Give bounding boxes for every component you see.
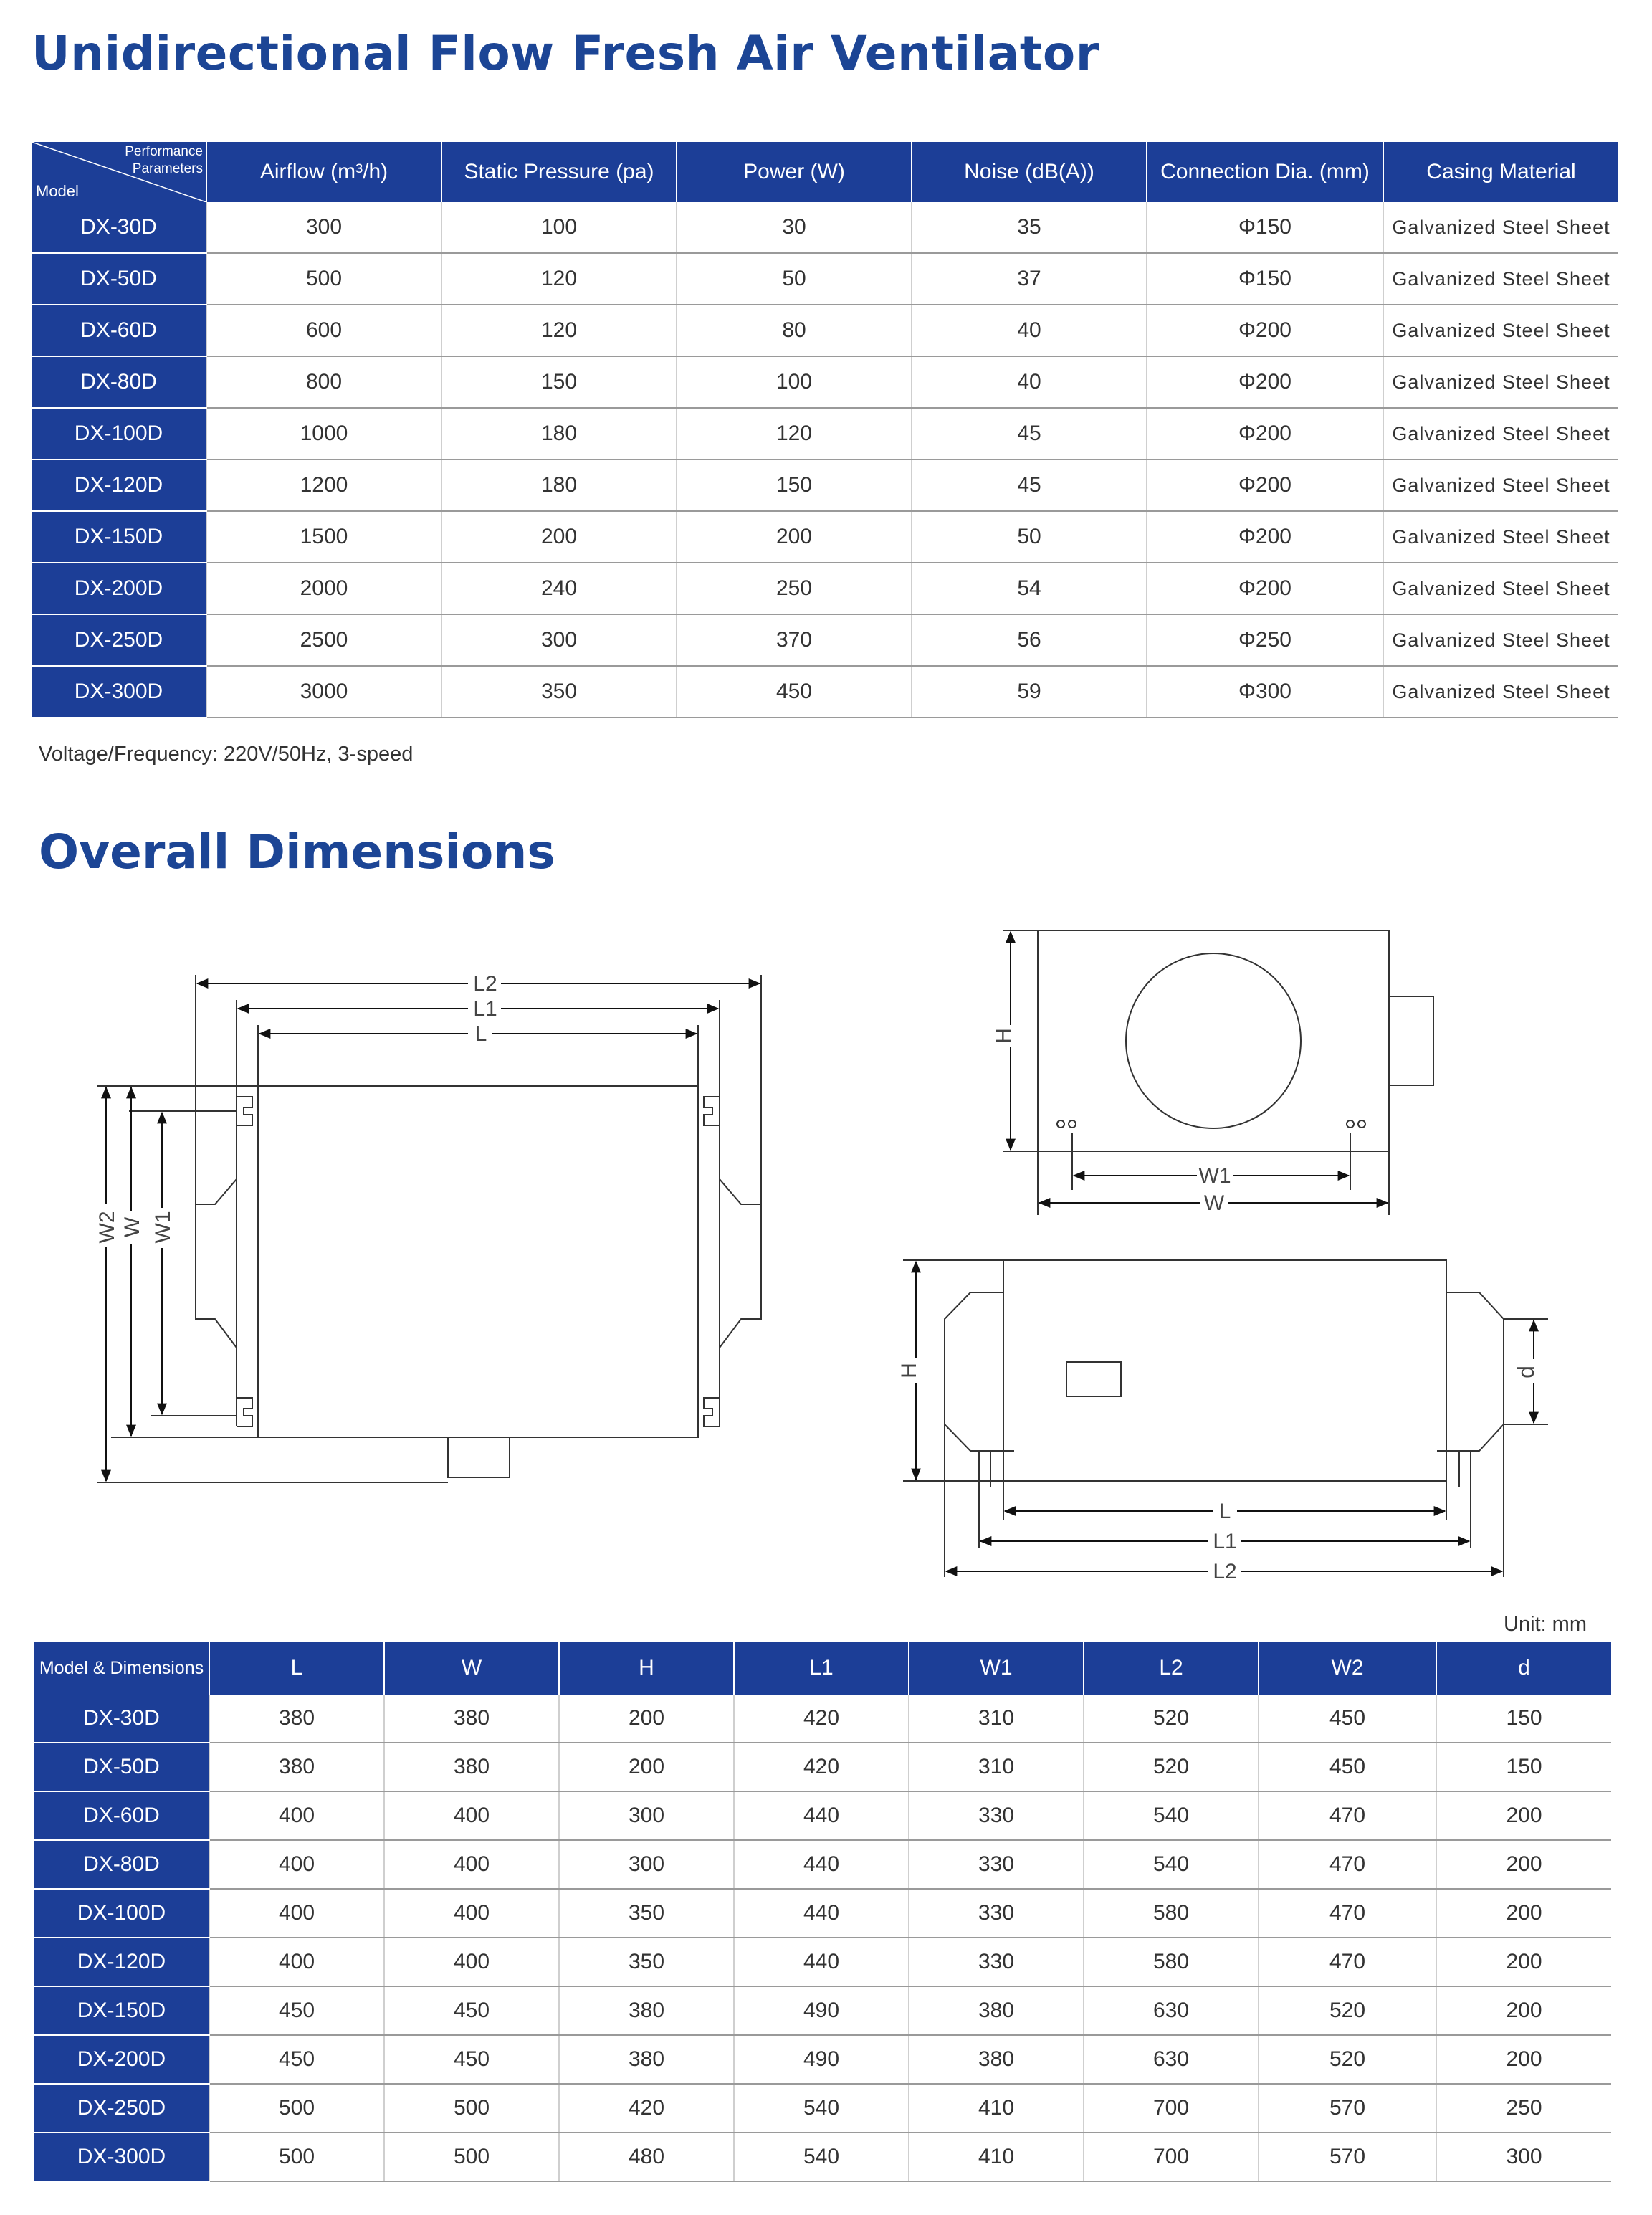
value-cell: 630	[1084, 1986, 1259, 2035]
value-cell: 410	[909, 2133, 1084, 2181]
value-cell: Galvanized Steel Sheet	[1383, 511, 1618, 563]
value-cell: 440	[734, 1840, 909, 1889]
value-cell: 120	[677, 408, 912, 459]
spec-header-airflow: Airflow (m³/h)	[206, 142, 441, 202]
dims-header-l: L	[209, 1642, 384, 1695]
value-cell: 59	[912, 666, 1147, 718]
value-cell: 100	[441, 202, 677, 253]
value-cell: Galvanized Steel Sheet	[1383, 305, 1618, 356]
value-cell: 120	[441, 253, 677, 305]
page-title: Unidirectional Flow Fresh Air Ventilator	[32, 26, 1099, 81]
value-cell: Φ200	[1147, 408, 1383, 459]
value-cell: 540	[1084, 1840, 1259, 1889]
dims-header-row	[34, 1642, 1611, 1695]
value-cell: 30	[677, 202, 912, 253]
value-cell: 630	[1084, 2035, 1259, 2084]
value-cell: 300	[559, 1840, 734, 1889]
value-cell: 400	[384, 1791, 559, 1840]
value-cell: 470	[1259, 1889, 1436, 1938]
label-l1-side-view: L1	[1213, 1530, 1237, 1553]
model-cell: DX-150D	[34, 1986, 209, 2035]
dims-table-row	[34, 1840, 1611, 1889]
value-cell: 330	[909, 1889, 1084, 1938]
model-cell: DX-200D	[34, 2035, 209, 2084]
value-cell: Φ200	[1147, 356, 1383, 408]
value-cell: 520	[1084, 1743, 1259, 1791]
value-cell: 490	[734, 2035, 909, 2084]
model-cell: DX-60D	[34, 1791, 209, 1840]
value-cell: 380	[209, 1695, 384, 1743]
value-cell: 45	[912, 408, 1147, 459]
model-cell: DX-80D	[32, 356, 206, 408]
model-cell: DX-120D	[34, 1938, 209, 1986]
value-cell: 150	[441, 356, 677, 408]
value-cell: 380	[559, 2035, 734, 2084]
model-cell: DX-30D	[32, 202, 206, 253]
corner-label-performance: Performance	[125, 144, 203, 159]
value-cell: 45	[912, 459, 1147, 511]
value-cell: 540	[734, 2133, 909, 2181]
label-w2-top-view: W2	[95, 1211, 119, 1244]
value-cell: 500	[209, 2084, 384, 2133]
value-cell: 2500	[206, 614, 441, 666]
value-cell: Φ200	[1147, 459, 1383, 511]
value-cell: 400	[209, 1840, 384, 1889]
value-cell: 50	[912, 511, 1147, 563]
value-cell: 420	[734, 1743, 909, 1791]
dims-header-w: W	[384, 1642, 559, 1695]
value-cell: 400	[209, 1791, 384, 1840]
value-cell: 700	[1084, 2133, 1259, 2181]
model-cell: DX-60D	[32, 305, 206, 356]
value-cell: 420	[559, 2084, 734, 2133]
dims-header-w2: W2	[1259, 1642, 1436, 1695]
value-cell: 50	[677, 253, 912, 305]
value-cell: 54	[912, 563, 1147, 614]
value-cell: 540	[734, 2084, 909, 2133]
label-h-side-view: H	[897, 1363, 921, 1378]
value-cell: 56	[912, 614, 1147, 666]
model-cell: DX-300D	[34, 2133, 209, 2181]
value-cell: Galvanized Steel Sheet	[1383, 253, 1618, 305]
value-cell: 380	[384, 1695, 559, 1743]
model-cell: DX-150D	[32, 511, 206, 563]
value-cell: 3000	[206, 666, 441, 718]
value-cell: 450	[384, 1986, 559, 2035]
value-cell: 380	[384, 1743, 559, 1791]
dims-table-row	[34, 1791, 1611, 1840]
value-cell: 400	[384, 1938, 559, 1986]
value-cell: Φ250	[1147, 614, 1383, 666]
spec-header-noise: Noise (dB(A))	[912, 142, 1147, 202]
label-d-side-view: d	[1513, 1366, 1539, 1378]
value-cell: 580	[1084, 1889, 1259, 1938]
dims-table-row	[34, 1695, 1611, 1743]
model-cell: DX-50D	[32, 253, 206, 305]
value-cell: 440	[734, 1938, 909, 1986]
value-cell: 240	[441, 563, 677, 614]
value-cell: 250	[1436, 2084, 1611, 2133]
value-cell: 570	[1259, 2133, 1436, 2181]
value-cell: 2000	[206, 563, 441, 614]
value-cell: 450	[209, 2035, 384, 2084]
label-w1-top-view: W1	[151, 1211, 175, 1244]
unit-label: Unit: mm	[1504, 1613, 1587, 1636]
value-cell: 1000	[206, 408, 441, 459]
value-cell: 380	[909, 1986, 1084, 2035]
spec-header-casing-material: Casing Material	[1383, 142, 1618, 202]
value-cell: 200	[1436, 1889, 1611, 1938]
value-cell: 470	[1259, 1791, 1436, 1840]
value-cell: 410	[909, 2084, 1084, 2133]
value-cell: 400	[384, 1889, 559, 1938]
value-cell: 400	[209, 1889, 384, 1938]
dims-header-w1: W1	[909, 1642, 1084, 1695]
dims-table-row	[34, 2133, 1611, 2181]
value-cell: 1500	[206, 511, 441, 563]
value-cell: Galvanized Steel Sheet	[1383, 356, 1618, 408]
value-cell: 200	[1436, 1791, 1611, 1840]
spec-header-connection-dia: Connection Dia. (mm)	[1147, 142, 1383, 202]
dims-table-row	[34, 2035, 1611, 2084]
value-cell: 180	[441, 408, 677, 459]
value-cell: 440	[734, 1889, 909, 1938]
value-cell: 480	[559, 2133, 734, 2181]
value-cell: 500	[209, 2133, 384, 2181]
value-cell: 540	[1084, 1791, 1259, 1840]
dims-header-d: d	[1436, 1642, 1611, 1695]
value-cell: 300	[441, 614, 677, 666]
front-view-dimension-lines	[1011, 932, 1388, 1203]
corner-label-parameters: Parameters	[132, 161, 203, 176]
value-cell: 350	[559, 1889, 734, 1938]
value-cell: 500	[384, 2084, 559, 2133]
value-cell: 450	[1259, 1695, 1436, 1743]
value-cell: 800	[206, 356, 441, 408]
value-cell: Φ150	[1147, 253, 1383, 305]
value-cell: 150	[677, 459, 912, 511]
value-cell: 350	[559, 1938, 734, 1986]
value-cell: Galvanized Steel Sheet	[1383, 459, 1618, 511]
model-cell: DX-250D	[34, 2084, 209, 2133]
value-cell: Φ200	[1147, 305, 1383, 356]
label-l2-side-view: L2	[1213, 1560, 1237, 1583]
value-cell: 40	[912, 356, 1147, 408]
value-cell: 600	[206, 305, 441, 356]
label-h-front-view: H	[992, 1028, 1016, 1044]
value-cell: 450	[209, 1986, 384, 2035]
value-cell: 470	[1259, 1938, 1436, 1986]
value-cell: 40	[912, 305, 1147, 356]
value-cell: 520	[1084, 1695, 1259, 1743]
model-cell: DX-80D	[34, 1840, 209, 1889]
value-cell: 80	[677, 305, 912, 356]
value-cell: 330	[909, 1938, 1084, 1986]
spec-header-static-pressure: Static Pressure (pa)	[441, 142, 677, 202]
value-cell: 200	[677, 511, 912, 563]
top-view-dimension-lines	[106, 983, 760, 1481]
dimensions-table	[34, 1642, 1611, 2182]
value-cell: 250	[677, 563, 912, 614]
value-cell: Galvanized Steel Sheet	[1383, 408, 1618, 459]
label-w1-front-view: W1	[1198, 1164, 1231, 1188]
value-cell: 37	[912, 253, 1147, 305]
value-cell: 380	[209, 1743, 384, 1791]
value-cell: 200	[1436, 1938, 1611, 1986]
value-cell: 470	[1259, 1840, 1436, 1889]
dims-table-row	[34, 1889, 1611, 1938]
value-cell: 500	[384, 2133, 559, 2181]
value-cell: 200	[1436, 1986, 1611, 2035]
value-cell: 1200	[206, 459, 441, 511]
model-cell: DX-250D	[32, 614, 206, 666]
value-cell: 420	[734, 1695, 909, 1743]
value-cell: 520	[1259, 1986, 1436, 2035]
model-cell: DX-100D	[34, 1889, 209, 1938]
value-cell: Galvanized Steel Sheet	[1383, 614, 1618, 666]
value-cell: 330	[909, 1840, 1084, 1889]
value-cell: 300	[1436, 2133, 1611, 2181]
value-cell: 310	[909, 1695, 1084, 1743]
dims-table-row	[34, 1743, 1611, 1791]
value-cell: 570	[1259, 2084, 1436, 2133]
value-cell: 400	[384, 1840, 559, 1889]
label-l1-top-view: L1	[473, 997, 497, 1021]
value-cell: 35	[912, 202, 1147, 253]
label-w-front-view: W	[1203, 1191, 1225, 1215]
model-cell: DX-300D	[32, 666, 206, 718]
dims-table-row	[34, 2084, 1611, 2133]
dims-table-row	[34, 1986, 1611, 2035]
model-cell: DX-100D	[32, 408, 206, 459]
value-cell: Galvanized Steel Sheet	[1383, 202, 1618, 253]
dimensions-title: Overall Dimensions	[39, 824, 555, 880]
top-view-drawing	[97, 975, 761, 1482]
dims-header-l2: L2	[1084, 1642, 1259, 1695]
model-cell: DX-200D	[32, 563, 206, 614]
label-l-top-view: L	[474, 1022, 487, 1046]
value-cell: 330	[909, 1791, 1084, 1840]
value-cell: Φ150	[1147, 202, 1383, 253]
spec-header-power: Power (W)	[677, 142, 912, 202]
value-cell: Φ200	[1147, 563, 1383, 614]
value-cell: 200	[1436, 1840, 1611, 1889]
value-cell: 380	[559, 1986, 734, 2035]
label-l-side-view: L	[1218, 1500, 1231, 1523]
value-cell: 300	[206, 202, 441, 253]
label-l2-top-view: L2	[473, 972, 497, 996]
value-cell: 100	[677, 356, 912, 408]
model-cell: DX-120D	[32, 459, 206, 511]
dims-header-l1: L1	[734, 1642, 909, 1695]
dims-header-h: H	[559, 1642, 734, 1695]
value-cell: 200	[441, 511, 677, 563]
dims-corner-cell: Model & Dimensions	[34, 1642, 209, 1695]
value-cell: 370	[677, 614, 912, 666]
value-cell: 490	[734, 1986, 909, 2035]
value-cell: 380	[909, 2035, 1084, 2084]
value-cell: 440	[734, 1791, 909, 1840]
value-cell: Φ300	[1147, 666, 1383, 718]
side-view-dimension-lines	[916, 1262, 1534, 1571]
value-cell: 350	[441, 666, 677, 718]
voltage-note: Voltage/Frequency: 220V/50Hz, 3-speed	[39, 743, 414, 766]
model-cell: DX-50D	[34, 1743, 209, 1791]
value-cell: 180	[441, 459, 677, 511]
value-cell: 200	[559, 1743, 734, 1791]
value-cell: 400	[209, 1938, 384, 1986]
value-cell: 150	[1436, 1695, 1611, 1743]
value-cell: Φ200	[1147, 511, 1383, 563]
value-cell: 700	[1084, 2084, 1259, 2133]
value-cell: 450	[1259, 1743, 1436, 1791]
value-cell: 580	[1084, 1938, 1259, 1986]
value-cell: 120	[441, 305, 677, 356]
dims-table-row	[34, 1938, 1611, 1986]
value-cell: 310	[909, 1743, 1084, 1791]
value-cell: Galvanized Steel Sheet	[1383, 563, 1618, 614]
value-cell: 300	[559, 1791, 734, 1840]
corner-label-model: Model	[36, 182, 79, 200]
value-cell: 150	[1436, 1743, 1611, 1791]
value-cell: 450	[384, 2035, 559, 2084]
model-cell: DX-30D	[34, 1695, 209, 1743]
value-cell: 520	[1259, 2035, 1436, 2084]
value-cell: 200	[1436, 2035, 1611, 2084]
value-cell: Galvanized Steel Sheet	[1383, 666, 1618, 718]
value-cell: 200	[559, 1695, 734, 1743]
label-w-top-view: W	[120, 1216, 144, 1238]
value-cell: 500	[206, 253, 441, 305]
value-cell: 450	[677, 666, 912, 718]
